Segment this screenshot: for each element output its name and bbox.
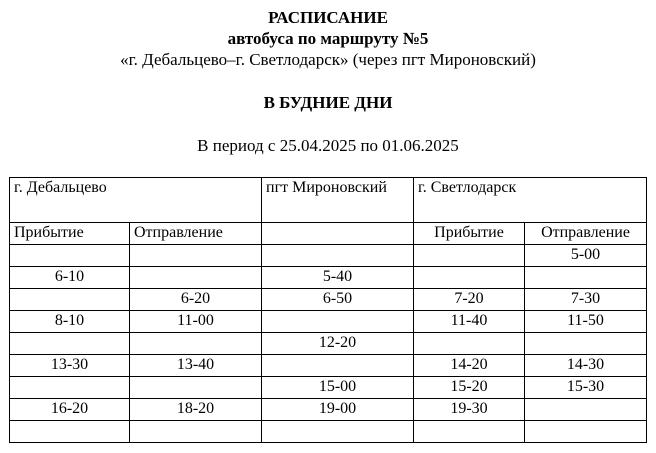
table-cell: 16-20: [10, 399, 130, 421]
table-cell: [525, 421, 647, 443]
table-cell: 6-20: [130, 289, 262, 311]
table-cell: [414, 333, 525, 355]
subheader-empty: [262, 223, 414, 245]
table-cell: 7-20: [414, 289, 525, 311]
table-cell: 15-30: [525, 377, 647, 399]
table-row: [10, 311, 647, 333]
stops-header-row: [10, 178, 647, 223]
document-subtitle: автобуса по маршруту №5: [227, 29, 429, 48]
table-cell: [414, 421, 525, 443]
table-cell: [414, 245, 525, 267]
subheader-departure: Отправление: [130, 223, 262, 245]
table-cell: 11-50: [525, 311, 647, 333]
table-cell: [262, 311, 414, 333]
table-cell: [525, 333, 647, 355]
document-title: РАСПИСАНИЕ: [268, 8, 388, 27]
table-cell: [525, 399, 647, 421]
table-cell: 12-20: [262, 333, 414, 355]
table-cell: 13-40: [130, 355, 262, 377]
table-cell: 14-20: [414, 355, 525, 377]
table-cell: 11-00: [130, 311, 262, 333]
table-cell: 15-20: [414, 377, 525, 399]
table-cell: [130, 267, 262, 289]
table-cell: 7-30: [525, 289, 647, 311]
table-row: [10, 355, 647, 377]
table-row: [10, 289, 647, 311]
table-cell: [525, 267, 647, 289]
table-cell: 11-40: [414, 311, 525, 333]
table-cell: [262, 245, 414, 267]
table-cell: [10, 333, 130, 355]
table-cell: [130, 421, 262, 443]
stop-mironovsky: пгт Мироновский: [262, 178, 414, 223]
table-row: [10, 267, 647, 289]
table-row: [10, 399, 647, 421]
table-cell: 6-10: [10, 267, 130, 289]
table-cell: [130, 333, 262, 355]
table-cell: 6-50: [262, 289, 414, 311]
table-cell: 8-10: [10, 311, 130, 333]
subheader-departure: Отправление: [525, 223, 647, 245]
route-description: «г. Дебальцево–г. Светлодарск» (через пгт Мироновский): [120, 50, 536, 69]
table-cell: 15-00: [262, 377, 414, 399]
table-cell: 19-30: [414, 399, 525, 421]
stop-debaltsevo: г. Дебальцево: [10, 178, 262, 223]
subheader-row: [10, 223, 647, 245]
table-cell: [130, 377, 262, 399]
table-cell: 14-30: [525, 355, 647, 377]
table-cell: [262, 355, 414, 377]
stop-svetlodarsk: г. Светлодарск: [414, 178, 647, 223]
table-cell: [10, 289, 130, 311]
table-row: [10, 245, 647, 267]
table-cell: [10, 377, 130, 399]
table-cell: [414, 267, 525, 289]
table-cell: 18-20: [130, 399, 262, 421]
table-cell: 5-00: [525, 245, 647, 267]
table-cell: [10, 245, 130, 267]
table-cell: 5-40: [262, 267, 414, 289]
table-row: [10, 377, 647, 399]
period-line: В период с 25.04.2025 по 01.06.2025: [197, 136, 459, 155]
table-cell: [10, 421, 130, 443]
table-cell: 13-30: [10, 355, 130, 377]
subheader-arrival: Прибытие: [10, 223, 130, 245]
table-row: [10, 333, 647, 355]
subheader-arrival: Прибытие: [414, 223, 525, 245]
table-cell: [130, 245, 262, 267]
table-row: [10, 421, 647, 443]
table-cell: 19-00: [262, 399, 414, 421]
table-cell: [262, 421, 414, 443]
days-heading: В БУДНИЕ ДНИ: [263, 93, 393, 112]
schedule-table: [9, 177, 647, 443]
